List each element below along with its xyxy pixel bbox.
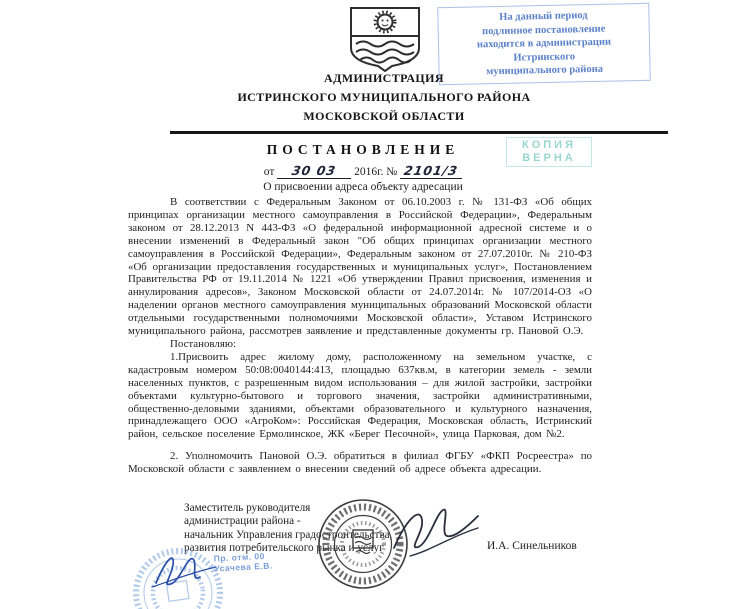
document-body — [128, 196, 592, 476]
stamp-line: Истринского — [513, 50, 576, 64]
position-line: Заместитель руководителя — [184, 502, 311, 514]
resolution-item-2: 2. Уполномочить Пановой О.Э. обратиться в филиал ФГБУ «ФКП Росреестра» по Московской области с заявлением о внесении сведений об адресе объекта адресации. — [128, 450, 592, 476]
from-label: от — [263, 166, 275, 178]
number-blank — [400, 163, 462, 179]
registrar-note-line: Пр. отм. 00 — [213, 550, 266, 564]
date-blank — [277, 163, 351, 179]
year-label: 2016г. № — [354, 166, 398, 178]
registrar-note-line: Усачева Е.В. — [214, 560, 273, 574]
header-divider — [170, 131, 668, 134]
registrar-signature — [150, 547, 220, 591]
position-line: развития потребительского рынка и услуг — [184, 542, 384, 555]
stamp-line: муниципального района — [486, 63, 604, 78]
stamp-line: На данный период — [499, 10, 588, 23]
coat-of-arms-icon — [344, 6, 426, 72]
signer-name: И.А. Синельников — [487, 540, 577, 552]
document-title: ПОСТАНОВЛЕНИЕ — [266, 142, 460, 157]
stamp-line: находится в администрации — [476, 36, 612, 51]
position-line: администрации района - — [184, 515, 301, 528]
preamble-paragraph: В соответствии с Федеральным Законом от 06.10.2003 г. № 131-ФЗ «Об общих принципах организации местного самоуправления в Российской Федерации», Федеральным законом от 28.12.2013 N 443-ФЗ «О федеральной информационной адресной системе и о внесении изменений в Федеральный закон "Об общих принципах организации местного самоуправления в Российской Федерации», Федеральным законом от 27.07.2010г. № 210-ФЗ «Об организации предоставления государственных и муниципальных услуг», Постановлением Правительства РФ от 19.11.2014 № 1221 «Об утверждении Правил присвоения, изменения и аннулирования адресов», Законом Московской области от 24.07.2014г. № 107/2014-ОЗ «О наделении органов местного самоуправления муниципальных образований Московской области отдельными государственными полномочиями Московской области», Уставом Истринского муниципального района, рассмотрев заявление и представленные документы гр. Пановой О.Э. — [128, 196, 592, 338]
copy-stamp-line: КОПИЯ — [522, 139, 576, 151]
resolve-word: Постановляю: — [170, 337, 237, 350]
date-number-line — [128, 163, 598, 179]
resolution-item-1: 1.Присвоить адрес жилому дому, расположенному на земельном участке, с кадастровым номером 50:08:0040144:413, площадью 637кв.м, в категории земель - земли населенных пунктов, с разрешенным видом использования – для жилой застройки, застройки объектами культурно-бытового и торгового значения, застройки административными, общественно-деловыми зданиями, объектами образовательного и культурного назначения, принадлежащего ООО «АгроКом»: Российская Федерация, Московская область, Истринский район, сельское поселение Ермолинское, ЖК «Берег Песочной», улица Парковая, дом №2. — [128, 350, 592, 441]
signer-signature — [390, 500, 482, 562]
handwritten-date: 30 03 — [290, 163, 338, 178]
registration-stamp — [437, 3, 651, 85]
position-line: начальник Управления градостроительства, — [184, 528, 393, 541]
org-line-3: МОСКОВСКОЙ ОБЛАСТИ — [303, 109, 465, 123]
copy-stamp-line: ВЕРНА — [522, 152, 576, 164]
document-subject: О присвоении адреса объекту адресации — [263, 181, 463, 193]
org-line-2: ИСТРИНСКОГО МУНИЦИПАЛЬНОГО РАЙОНА — [237, 90, 531, 104]
stamp-line: подлинное постановление — [481, 23, 606, 37]
registrar-note — [214, 550, 273, 573]
handwritten-number: 2101/3 — [402, 163, 460, 178]
org-line-1: АДМИНИСТРАЦИЯ — [324, 71, 444, 85]
